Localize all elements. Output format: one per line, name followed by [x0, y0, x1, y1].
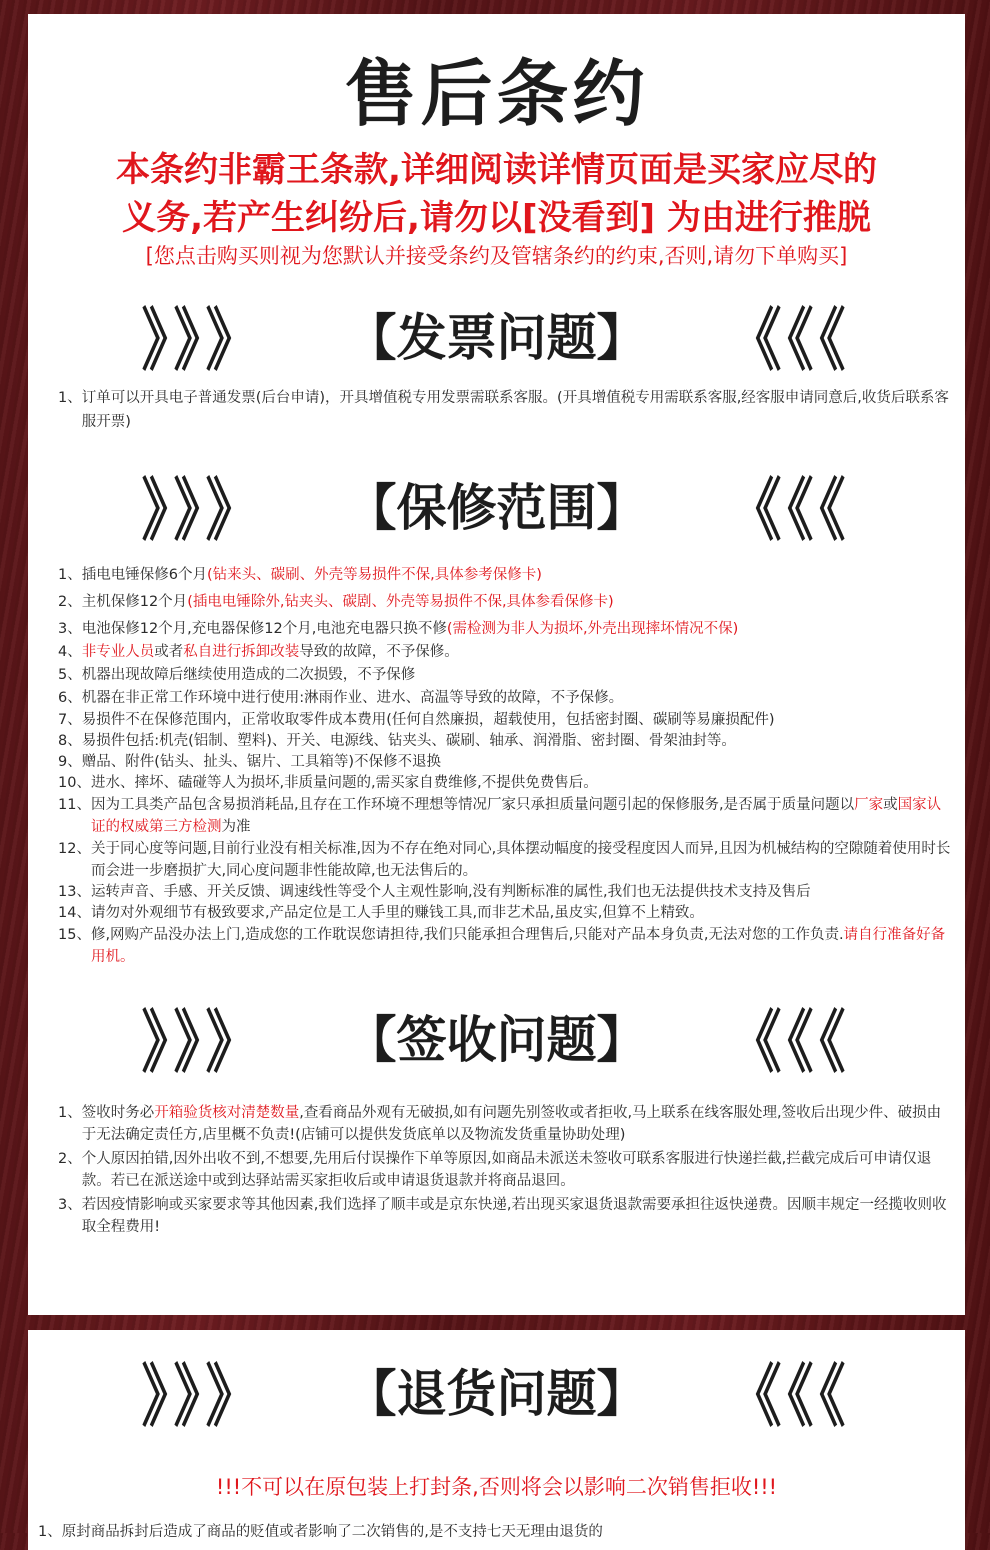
returns-panel — [28, 1330, 965, 1550]
page-title: 售后条约 — [344, 52, 649, 136]
notice-line-2: 义务,若产生纠纷后,请勿以[没看到] 为由进行推脱 — [122, 198, 871, 238]
receipt-list — [58, 1102, 953, 1238]
left-arrows-icon: 《《《 — [729, 1004, 852, 1083]
left-arrows-icon: 《《《 — [729, 302, 852, 381]
right-arrows-icon: 》》》 — [141, 302, 264, 381]
list-item: 10、 进水、摔坏、磕碰等人为损坏,非质量问题的,需买家自费维修,不提供免费售后。 — [58, 775, 598, 791]
section-label: 【签收问题】 — [346, 1011, 647, 1069]
invoice-list — [58, 386, 953, 434]
section-title-invoice — [28, 298, 965, 381]
list-item: 1、 订单可以开具电子普通发票(后台申请)，开具增值税专用发票需联系客服。(开具增值税专用需联系客服,经客服申请同意后,收货后联系客服开票) — [58, 390, 949, 430]
list-item: 11、 因为工具类产品包含易损消耗品,且存在工作环境不理想等情况厂家只承担质量问题引起的保修服务,是否属于质量问题以厂家或国家认证的权威第三方检测为准 — [58, 797, 942, 835]
return-warning: !!!不可以在原包装上打封条,否则将会以影响二次销售拒收!!! — [215, 1475, 778, 1499]
list-item: 8、 易损件包括:机壳(铝制、塑料)、开关、电源线、钻夹头、碳刷、轴承、润滑脂、密封圈、骨架油封等。 — [58, 733, 736, 749]
list-item: 1、 插电电锤保修6个月(钻来头、碳刷、外壳等易损件不保,具体参考保修卡) — [58, 567, 542, 583]
list-item: 12、 关于同心度等问题,目前行业没有相关标准,因为不存在绝对同心,具体摆动幅度的接受程度因人而异,且因为机械结构的空隙随着使用时长而会进一步磨损扩大,同心度问题非性能故障,也无法售后的。 — [58, 841, 951, 879]
list-item: 1、 签收时务必开箱验货核对清楚数量,查看商品外观有无破损,如有问题先别签收或者拒收,马上联系在线客服处理,签收后出现少件、破损由于无法确定责任方,店里概不负责!(店铺可以提供发货底单以及物流发货重量协助处理) — [58, 1105, 942, 1143]
section-label: 【退货问题】 — [346, 1365, 647, 1423]
section-label: 【发票问题】 — [346, 309, 647, 367]
notice-subtext: [您点击购买则视为您默认并接受条约及管辖条约的约束,否则,请勿下单购买] — [145, 244, 848, 268]
list-item: 3、 若因疫情影响或买家要求等其他因素,我们选择了顺丰或是京东快递,若出现买家退货退款需要承担往返快递费。因顺丰规定一经揽收则收取全程费用! — [58, 1197, 947, 1235]
list-item: 9、 赠品、附件(钻头、扯头、锯片、工具箱等)不保修不退换 — [58, 754, 442, 770]
warranty-list — [58, 565, 953, 968]
list-item: 15、 修,网购产品没办法上门,造成您的工作耽误您请担待,我们只能承担合理售后,只能对产品本身负责,无法对您的工作负责.请自行准备好备用机。 — [58, 927, 946, 965]
section-title-returns — [28, 1354, 965, 1437]
terms-panel — [28, 14, 965, 1315]
notice-line-1: 本条约非霸王条款,详细阅读详情页面是买家应尽的 — [116, 150, 877, 190]
list-item: 1、原封商品拆封后造成了商品的贬值或者影响了二次销售的,是不支持七天无理由退货的 — [38, 1524, 603, 1540]
list-item: 6、 机器在非正常工作环境中进行使用:淋雨作业、进水、高温等导致的故障，不予保修。 — [58, 690, 624, 706]
list-item: 14、 请勿对外观细节有极致要求,产品定位是工人手里的赚钱工具,而非艺术品,虽皮实,但算不上精致。 — [58, 905, 704, 921]
section-title-warranty — [28, 468, 965, 551]
list-item: 3、 电池保修12个月,充电器保修12个月,电池充电器只换不修(需检测为非人为损坏,外壳出现摔坏情况不保) — [58, 621, 739, 637]
left-arrows-icon: 《《《 — [729, 472, 852, 551]
list-item: 13、 运转声音、手感、开关反馈、调速线性等受个人主观性影响,没有判断标准的属性,我们也无法提供技术支持及售后 — [58, 884, 811, 900]
list-item: 4、 非专业人员或者私自进行拆卸改装导致的故障，不予保修。 — [58, 644, 459, 660]
list-item: 7、 易损件不在保修范围内，正常收取零件成本费用(任何自然廉损，超载使用，包括密封圈、碳刷等易廉损配件) — [58, 712, 775, 728]
right-arrows-icon: 》》》 — [141, 1358, 264, 1437]
list-item: 5、 机器出现故障后继续使用造成的二次损毁，不予保修 — [58, 667, 416, 683]
right-arrows-icon: 》》》 — [141, 472, 264, 551]
list-item: 2、 主机保修12个月(插电电锤除外,钻夹头、碳剧、外壳等易损件不保,具体参看保修卡) — [58, 594, 614, 610]
right-arrows-icon: 》》》 — [141, 1004, 264, 1083]
section-title-receipt — [28, 1000, 965, 1083]
section-label: 【保修范围】 — [346, 479, 647, 537]
list-item: 2、 个人原因拍错,因外出收不到,不想要,先用后付误操作下单等原因,如商品未派送未签收可联系客服进行快递拦截,拦截完成后可申请仅退款。若已在派送途中或到达驿站需买家拒收后或申请退货退款并将商品退回。 — [58, 1151, 932, 1189]
left-arrows-icon: 《《《 — [729, 1358, 852, 1437]
